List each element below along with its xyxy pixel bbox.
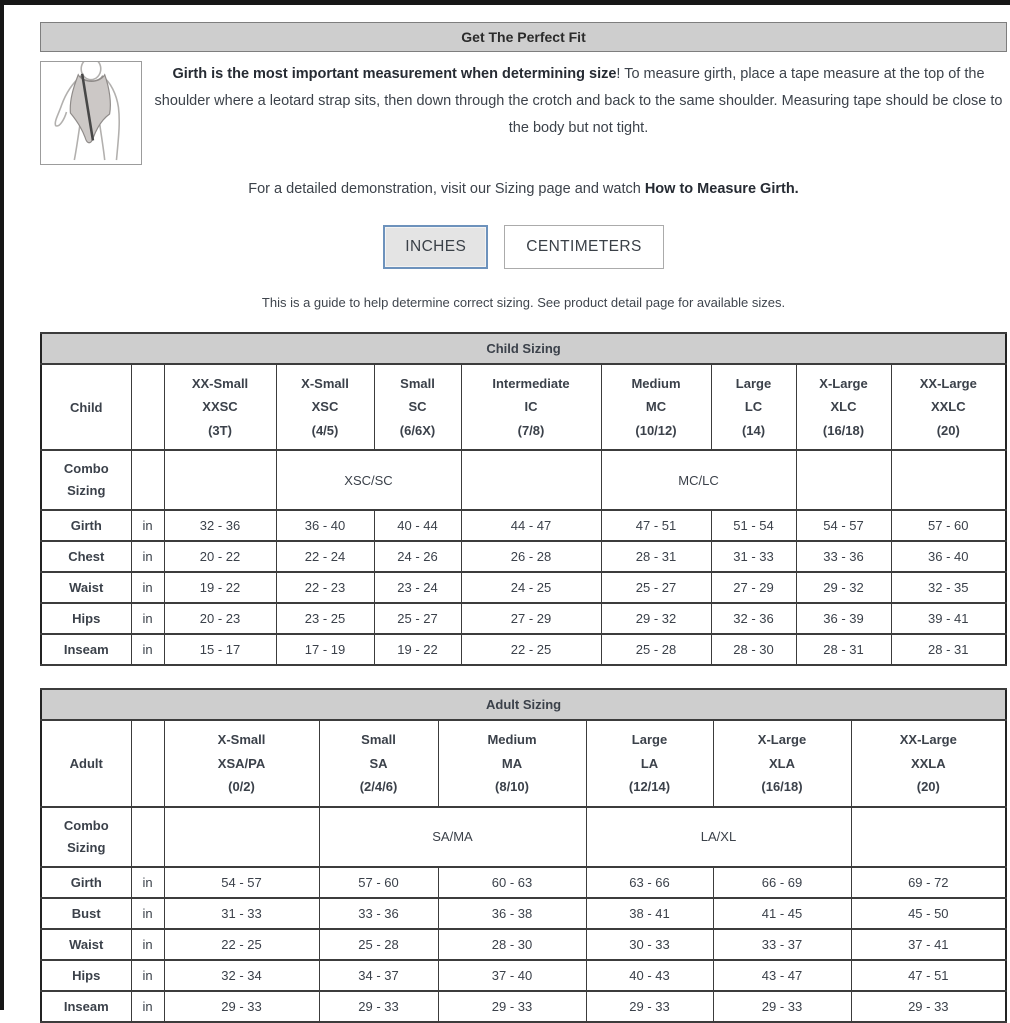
column-header-code: XLA bbox=[769, 755, 795, 771]
measurement-value: 20 - 22 bbox=[164, 541, 276, 572]
measurement-value: 40 - 43 bbox=[586, 960, 713, 991]
unit-cell: in bbox=[131, 572, 164, 603]
measurement-value: 15 - 17 bbox=[164, 634, 276, 665]
column-header-code: LC bbox=[744, 399, 763, 415]
column-header-code: XSC bbox=[311, 399, 339, 415]
combo-cell bbox=[851, 807, 1006, 867]
measurement-value: 24 - 26 bbox=[374, 541, 461, 572]
measurement-value: 63 - 66 bbox=[586, 867, 713, 898]
column-header-code: XXSC bbox=[202, 399, 238, 415]
adult-sizing-table bbox=[40, 688, 1007, 1022]
measurement-value: 57 - 60 bbox=[319, 867, 438, 898]
intro-section bbox=[40, 61, 1007, 165]
measurement-value: 37 - 41 bbox=[851, 929, 1006, 960]
column-header-code: XSA/PA bbox=[217, 755, 266, 771]
column-header-name: Medium bbox=[487, 732, 537, 748]
column-header bbox=[319, 720, 438, 806]
measurement-value: 29 - 32 bbox=[601, 603, 711, 634]
child-sizing-table bbox=[40, 332, 1007, 666]
measurement-value: 54 - 57 bbox=[164, 867, 319, 898]
measurement-value: 32 - 36 bbox=[711, 603, 796, 634]
unit-cell: in bbox=[131, 634, 164, 665]
column-header-code: SA bbox=[369, 755, 388, 771]
table-row bbox=[41, 991, 1006, 1022]
measurement-value: 24 - 25 bbox=[461, 572, 601, 603]
column-header-sizes: (3T) bbox=[208, 422, 232, 438]
table-row bbox=[41, 510, 1006, 541]
table-row bbox=[41, 541, 1006, 572]
measurement-value: 32 - 36 bbox=[164, 510, 276, 541]
column-header-name: Large bbox=[631, 732, 668, 748]
measurement-value: 29 - 32 bbox=[796, 572, 891, 603]
measurement-label: Hips bbox=[41, 603, 131, 634]
column-header-sizes: (6/6X) bbox=[399, 422, 436, 438]
measurement-label: Chest bbox=[41, 541, 131, 572]
measurement-value: 27 - 29 bbox=[461, 603, 601, 634]
measurement-value: 36 - 40 bbox=[891, 541, 1006, 572]
measurement-value: 29 - 33 bbox=[164, 991, 319, 1022]
inches-button[interactable]: INCHES bbox=[383, 225, 488, 269]
column-header-name: X-Large bbox=[819, 376, 868, 391]
column-header-name: X-Small bbox=[301, 376, 349, 391]
column-header-code: MC bbox=[645, 399, 667, 415]
measurement-value: 33 - 37 bbox=[713, 929, 851, 960]
measurement-value: 32 - 35 bbox=[891, 572, 1006, 603]
combo-cell: XSC/SC bbox=[276, 450, 461, 510]
measurement-value: 69 - 72 bbox=[851, 867, 1006, 898]
column-header bbox=[374, 364, 461, 450]
combo-cell bbox=[461, 450, 601, 510]
unit-toggle bbox=[40, 225, 1007, 269]
sizing-guide-note: This is a guide to help determine correct sizing. See product detail page for available sizes. bbox=[261, 295, 786, 310]
measurement-value: 45 - 50 bbox=[851, 898, 1006, 929]
column-header-code: IC bbox=[524, 399, 538, 415]
unit-cell bbox=[131, 807, 164, 867]
column-header bbox=[711, 364, 796, 450]
measurement-value: 25 - 28 bbox=[319, 929, 438, 960]
table-title: Adult Sizing bbox=[41, 689, 1006, 720]
measurement-value: 33 - 36 bbox=[796, 541, 891, 572]
measurement-value: 22 - 23 bbox=[276, 572, 374, 603]
measurement-value: 22 - 24 bbox=[276, 541, 374, 572]
column-header-sizes: (10/12) bbox=[635, 422, 677, 438]
measurement-value: 47 - 51 bbox=[601, 510, 711, 541]
column-header-sizes: (2/4/6) bbox=[359, 779, 398, 795]
measurement-value: 31 - 33 bbox=[711, 541, 796, 572]
page-left-border bbox=[0, 0, 4, 1010]
column-header-code: XXLA bbox=[910, 755, 946, 771]
measurement-value: 38 - 41 bbox=[586, 898, 713, 929]
size-group-label: Adult bbox=[41, 720, 131, 806]
demonstration-note bbox=[40, 181, 1007, 197]
column-header bbox=[276, 364, 374, 450]
column-header-name: Small bbox=[400, 376, 435, 391]
column-header-name: X-Large bbox=[757, 732, 807, 748]
table-row bbox=[41, 898, 1006, 929]
measurement-label: Waist bbox=[41, 572, 131, 603]
column-header-sizes: (16/18) bbox=[822, 422, 865, 438]
column-header bbox=[461, 364, 601, 450]
measurement-value: 43 - 47 bbox=[713, 960, 851, 991]
combo-cell bbox=[164, 450, 276, 510]
column-header-sizes: (20) bbox=[936, 422, 960, 438]
sizing-guide-content bbox=[40, 22, 1007, 1023]
measurement-value: 47 - 51 bbox=[851, 960, 1006, 991]
column-header-name: Large bbox=[735, 376, 772, 391]
table-row bbox=[41, 960, 1006, 991]
measurement-value: 28 - 30 bbox=[438, 929, 586, 960]
column-header-name: XX-Small bbox=[191, 376, 249, 391]
measurement-value: 51 - 54 bbox=[711, 510, 796, 541]
measurement-value: 30 - 33 bbox=[586, 929, 713, 960]
unit-cell: in bbox=[131, 867, 164, 898]
column-header bbox=[438, 720, 586, 806]
measurement-value: 31 - 33 bbox=[164, 898, 319, 929]
column-header-name: Small bbox=[361, 732, 396, 748]
measurement-value: 57 - 60 bbox=[891, 510, 1006, 541]
unit-cell: in bbox=[131, 929, 164, 960]
table-row bbox=[41, 572, 1006, 603]
column-header-sizes: (20) bbox=[916, 779, 940, 795]
measurement-value: 39 - 41 bbox=[891, 603, 1006, 634]
measurement-value: 22 - 25 bbox=[164, 929, 319, 960]
measurement-value: 28 - 31 bbox=[796, 634, 891, 665]
measurement-value: 28 - 30 bbox=[711, 634, 796, 665]
leotard-measurement-icon bbox=[40, 61, 142, 165]
measurement-value: 36 - 39 bbox=[796, 603, 891, 634]
measurement-value: 29 - 33 bbox=[713, 991, 851, 1022]
column-header bbox=[851, 720, 1006, 806]
column-header-sizes: (7/8) bbox=[517, 422, 545, 438]
table-row bbox=[41, 634, 1006, 665]
measurement-label: Bust bbox=[41, 898, 131, 929]
combo-cell bbox=[796, 450, 891, 510]
column-header bbox=[796, 364, 891, 450]
column-header-name: XX-Large bbox=[899, 732, 957, 748]
measurement-value: 33 - 36 bbox=[319, 898, 438, 929]
measurement-value: 66 - 69 bbox=[713, 867, 851, 898]
column-header-code: SC bbox=[408, 399, 427, 415]
column-header-sizes: (12/14) bbox=[628, 779, 671, 795]
measurement-value: 23 - 24 bbox=[374, 572, 461, 603]
measurement-value: 36 - 40 bbox=[276, 510, 374, 541]
measurement-label: Girth bbox=[41, 867, 131, 898]
column-header bbox=[713, 720, 851, 806]
girth-instructions-rest: ! To measure girth, place a tape measure at the top of the shoulder where a leotard strap sits, then down through the crotch and back to the same shoulder. Measuring tape should be close to the body but not tight. bbox=[154, 66, 1003, 136]
page-top-border bbox=[0, 0, 1010, 5]
column-header-name: XX-Large bbox=[919, 376, 977, 391]
column-header bbox=[164, 364, 276, 450]
combo-cell: MC/LC bbox=[601, 450, 796, 510]
measurement-value: 25 - 27 bbox=[601, 572, 711, 603]
column-header-code: XLC bbox=[830, 399, 857, 415]
measurement-value: 28 - 31 bbox=[891, 634, 1006, 665]
girth-instructions bbox=[142, 61, 1007, 165]
measurement-label: Waist bbox=[41, 929, 131, 960]
column-header-code: LA bbox=[640, 755, 659, 771]
table-row bbox=[41, 929, 1006, 960]
girth-instructions-bold: Girth is the most important measurement when determining size bbox=[172, 66, 617, 82]
measurement-value: 36 - 38 bbox=[438, 898, 586, 929]
unit-cell: in bbox=[131, 541, 164, 572]
combo-sizing-label: Combo Sizing bbox=[41, 807, 131, 867]
page-title: Get The Perfect Fit bbox=[40, 22, 1007, 52]
table-row bbox=[41, 603, 1006, 634]
unit-cell: in bbox=[131, 991, 164, 1022]
table-title: Child Sizing bbox=[41, 333, 1006, 364]
measurement-label: Girth bbox=[41, 510, 131, 541]
combo-cell: SA/MA bbox=[319, 807, 586, 867]
unit-cell: in bbox=[131, 603, 164, 634]
combo-cell: LA/XL bbox=[586, 807, 851, 867]
unit-cell: in bbox=[131, 510, 164, 541]
measurement-label: Inseam bbox=[41, 634, 131, 665]
measurement-value: 29 - 33 bbox=[586, 991, 713, 1022]
column-header-name: Medium bbox=[631, 376, 681, 391]
measurement-value: 23 - 25 bbox=[276, 603, 374, 634]
combo-cell bbox=[164, 807, 319, 867]
measurement-value: 41 - 45 bbox=[713, 898, 851, 929]
measurement-value: 34 - 37 bbox=[319, 960, 438, 991]
measurement-label: Inseam bbox=[41, 991, 131, 1022]
measurement-value: 29 - 33 bbox=[438, 991, 586, 1022]
column-header bbox=[164, 720, 319, 806]
measurement-label: Hips bbox=[41, 960, 131, 991]
column-header bbox=[586, 720, 713, 806]
measurement-value: 44 - 47 bbox=[461, 510, 601, 541]
column-header bbox=[891, 364, 1006, 450]
column-header-sizes: (16/18) bbox=[761, 779, 803, 795]
measurement-value: 32 - 34 bbox=[164, 960, 319, 991]
unit-column-header bbox=[131, 720, 164, 806]
column-header-name: Intermediate bbox=[492, 376, 570, 391]
unit-cell: in bbox=[131, 960, 164, 991]
measurement-value: 22 - 25 bbox=[461, 634, 601, 665]
demonstration-note-text: For a detailed demonstration, visit our Sizing page and watch bbox=[248, 181, 645, 197]
column-header-code: MA bbox=[501, 755, 523, 771]
unit-cell: in bbox=[131, 898, 164, 929]
measurement-value: 37 - 40 bbox=[438, 960, 586, 991]
table-row bbox=[41, 867, 1006, 898]
unit-cell bbox=[131, 450, 164, 510]
measurement-value: 19 - 22 bbox=[164, 572, 276, 603]
column-header-name: X-Small bbox=[217, 732, 266, 748]
measurement-value: 29 - 33 bbox=[319, 991, 438, 1022]
measurement-value: 60 - 63 bbox=[438, 867, 586, 898]
measurement-value: 25 - 28 bbox=[601, 634, 711, 665]
measurement-value: 26 - 28 bbox=[461, 541, 601, 572]
measurement-value: 27 - 29 bbox=[711, 572, 796, 603]
column-header-sizes: (4/5) bbox=[311, 422, 339, 438]
measurement-value: 17 - 19 bbox=[276, 634, 374, 665]
column-header bbox=[601, 364, 711, 450]
column-header-sizes: (0/2) bbox=[228, 779, 255, 795]
measurement-value: 40 - 44 bbox=[374, 510, 461, 541]
measurement-value: 20 - 23 bbox=[164, 603, 276, 634]
measurement-value: 25 - 27 bbox=[374, 603, 461, 634]
measurement-value: 54 - 57 bbox=[796, 510, 891, 541]
combo-cell bbox=[891, 450, 1006, 510]
column-header-sizes: (8/10) bbox=[495, 779, 529, 795]
demonstration-note-bold: How to Measure Girth. bbox=[644, 181, 799, 197]
measurement-value: 19 - 22 bbox=[374, 634, 461, 665]
size-group-label: Child bbox=[41, 364, 131, 450]
column-header-sizes: (14) bbox=[741, 422, 766, 438]
unit-column-header bbox=[131, 364, 164, 450]
measurement-value: 28 - 31 bbox=[601, 541, 711, 572]
column-header-code: XXLC bbox=[930, 399, 966, 415]
centimeters-button[interactable]: CENTIMETERS bbox=[504, 225, 664, 269]
measurement-value: 29 - 33 bbox=[851, 991, 1006, 1022]
combo-sizing-label: Combo Sizing bbox=[41, 450, 131, 510]
